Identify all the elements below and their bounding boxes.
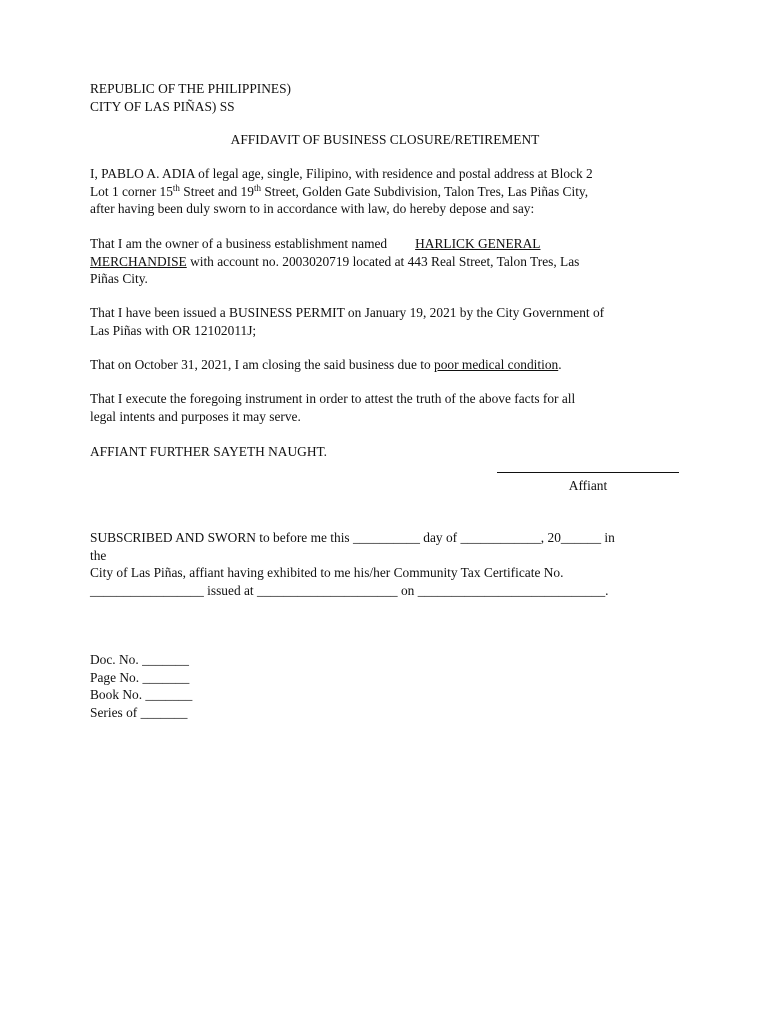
affiant-signature-line bbox=[497, 462, 679, 473]
permit-line-1: That I have been issued a BUSINESS PERMIT on January 19, 2021 by the City Government of bbox=[90, 305, 605, 320]
intro-line-1: I, PABLO A. ADIA of legal age, single, Filipino, with residence and postal address at Block 2 bbox=[90, 166, 593, 181]
attestation-line-2: legal intents and purposes it may serve. bbox=[90, 408, 301, 424]
closure-paragraph: That on October 31, 2021, I am closing the said business due to poor medical condition. bbox=[90, 357, 562, 372]
intro-line-2: Lot 1 corner 15th Street and 19th Street, Golden Gate Subdivision, Talon Tres, Las Piñas City, bbox=[90, 182, 589, 199]
page-no: Page No. _______ bbox=[90, 669, 190, 685]
intro-paragraph bbox=[90, 165, 680, 218]
notarial-register bbox=[90, 651, 680, 721]
closure-reason: poor medical condition bbox=[434, 357, 559, 372]
series-of: Series of _______ bbox=[90, 704, 188, 720]
venue-city: CITY OF LAS PIÑAS) SS bbox=[90, 98, 235, 114]
business-name-part-2: MERCHANDISE bbox=[90, 253, 187, 269]
attestation-paragraph bbox=[90, 390, 680, 425]
ownership-line-3: Piñas City. bbox=[90, 271, 148, 286]
jurat-line-1: SUBSCRIBED AND SWORN to before me this __________ day of ____________, 20______ in bbox=[90, 530, 615, 545]
jurat-line-2: the bbox=[90, 547, 107, 563]
document-title: AFFIDAVIT OF BUSINESS CLOSURE/RETIREMENT bbox=[230, 132, 540, 147]
jurat-paragraph bbox=[90, 529, 680, 599]
permit-paragraph bbox=[90, 304, 680, 339]
book-no: Book No. _______ bbox=[90, 687, 193, 702]
ownership-line-1: That I am the owner of a business establishment named HARLICK GENERAL bbox=[90, 236, 541, 251]
intro-line-3: after having been duly sworn to in accordance with law, do hereby depose and say: bbox=[90, 201, 535, 216]
affiant-label: Affiant bbox=[568, 478, 608, 493]
ownership-line-2: MERCHANDISE with account no. 2003020719 located at 443 Real Street, Talon Tres, Las bbox=[90, 253, 580, 269]
venue-header bbox=[90, 80, 680, 115]
business-name-part-1: HARLICK GENERAL bbox=[415, 236, 541, 251]
sayeth-naught: AFFIANT FURTHER SAYETH NAUGHT. bbox=[90, 444, 328, 459]
venue-republic: REPUBLIC OF THE PHILIPPINES) bbox=[90, 81, 292, 96]
permit-line-2: Las Piñas with OR 12102011J; bbox=[90, 322, 257, 338]
attestation-line-1: That I execute the foregoing instrument in order to attest the truth of the above facts for all bbox=[90, 391, 576, 406]
jurat-line-4: _________________ issued at _____________________ on ____________________________. bbox=[90, 582, 609, 598]
ownership-paragraph bbox=[90, 235, 680, 288]
doc-no: Doc. No. _______ bbox=[90, 652, 189, 667]
jurat-line-3: City of Las Piñas, affiant having exhibited to me his/her Community Tax Certificate No. bbox=[90, 565, 564, 580]
